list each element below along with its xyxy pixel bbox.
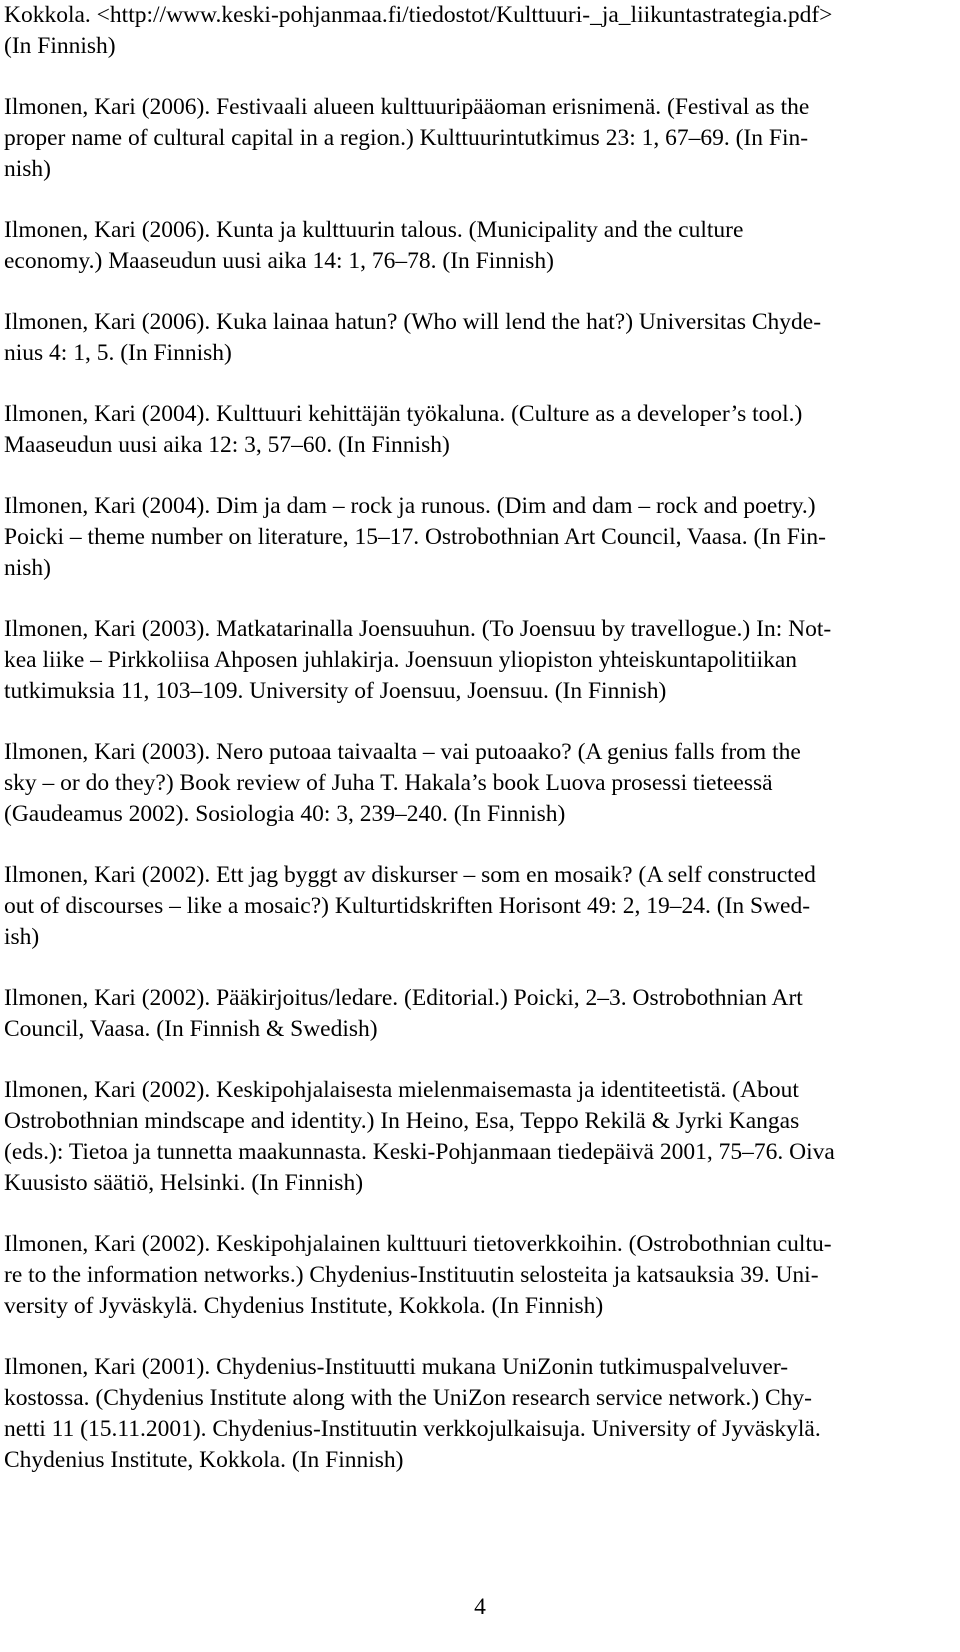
reference-entry xyxy=(4,860,924,953)
reference-line: Ilmonen, Kari (2003). Nero putoaa taivaalta – vai putoaako? (A genius falls from the xyxy=(4,739,801,765)
reference-line: (eds.): Tietoa ja tunnetta maakunnasta. Keski-Pohjanmaan tiedepäivä 2001, 75–76. Oiva xyxy=(4,1139,835,1165)
reference-line: Maaseudun uusi aika 12: 3, 57–60. (In Finnish) xyxy=(4,432,450,458)
reference-line: re to the information networks.) Chydenius-Instituutin selosteita ja katsauksia 39. Uni- xyxy=(4,1262,819,1288)
reference-line: Ilmonen, Kari (2003). Matkatarinalla Joensuuhun. (To Joensuu by travellogue.) In: Not- xyxy=(4,616,832,642)
reference-line: Ilmonen, Kari (2001). Chydenius-Instituutti mukana UniZonin tutkimuspalveluver- xyxy=(4,1354,789,1380)
reference-entry xyxy=(4,92,924,185)
reference-entry xyxy=(4,307,924,369)
reference-line: Ilmonen, Kari (2006). Kuka lainaa hatun? (Who will lend the hat?) Universitas Chyde- xyxy=(4,309,822,335)
reference-line: kostossa. (Chydenius Institute along with the UniZon research service network.) Chy- xyxy=(4,1385,812,1411)
reference-line: ish) xyxy=(4,924,40,950)
reference-line: Chydenius Institute, Kokkola. (In Finnish) xyxy=(4,1447,404,1473)
reference-line: Ilmonen, Kari (2002). Pääkirjoitus/ledare. (Editorial.) Poicki, 2–3. Ostrobothnian Art xyxy=(4,985,803,1011)
reference-entry xyxy=(4,1352,924,1476)
reference-line: versity of Jyväskylä. Chydenius Institute, Kokkola. (In Finnish) xyxy=(4,1293,604,1319)
reference-entry xyxy=(4,737,924,830)
reference-line: Ilmonen, Kari (2002). Keskipohjalainen kulttuuri tietoverkkoihin. (Ostrobothnian cultu- xyxy=(4,1231,832,1257)
reference-entry xyxy=(4,983,924,1045)
reference-entry xyxy=(4,1229,924,1322)
reference-line: economy.) Maaseudun uusi aika 14: 1, 76–78. (In Finnish) xyxy=(4,248,554,274)
reference-line: tutkimuksia 11, 103–109. University of Joensuu, Joensuu. (In Finnish) xyxy=(4,678,667,704)
reference-line: sky – or do they?) Book review of Juha T. Hakala’s book Luova prosessi tieteessä xyxy=(4,770,773,796)
reference-entry xyxy=(4,491,924,584)
reference-entry xyxy=(4,215,924,277)
reference-entry xyxy=(4,1075,924,1199)
page-number: 4 xyxy=(474,1594,486,1620)
reference-line: Poicki – theme number on literature, 15–17. Ostrobothnian Art Council, Vaasa. (In Fin- xyxy=(4,524,826,550)
reference-line: Kuusisto säätiö, Helsinki. (In Finnish) xyxy=(4,1170,364,1196)
reference-line: Ilmonen, Kari (2004). Dim ja dam – rock ja runous. (Dim and dam – rock and poetry.) xyxy=(4,493,816,519)
reference-line: netti 11 (15.11.2001). Chydenius-Instituutin verkkojulkaisuja. University of Jyväskylä. xyxy=(4,1416,821,1442)
reference-list xyxy=(4,0,924,1506)
reference-line: Ostrobothnian mindscape and identity.) In Heino, Esa, Teppo Rekilä & Jyrki Kangas xyxy=(4,1108,800,1134)
reference-entry xyxy=(4,399,924,461)
reference-line: nish) xyxy=(4,555,51,581)
reference-line: proper name of cultural capital in a region.) Kulttuurintutkimus 23: 1, 67–69. (In Fin- xyxy=(4,125,809,151)
reference-line: Kokkola. <http://www.keski-pohjanmaa.fi/tiedostot/Kulttuuri-_ja_liikuntastrategia.pdf> xyxy=(4,2,833,28)
reference-line: kea liike – Pirkkoliisa Ahposen juhlakirja. Joensuun yliopiston yhteiskuntapolitiikan xyxy=(4,647,798,673)
reference-line: (In Finnish) xyxy=(4,33,116,59)
reference-line: Ilmonen, Kari (2002). Keskipohjalaisesta mielenmaisemasta ja identiteetistä. (About xyxy=(4,1077,799,1103)
reference-line: Council, Vaasa. (In Finnish & Swedish) xyxy=(4,1016,378,1042)
reference-line: Ilmonen, Kari (2004). Kulttuuri kehittäjän työkaluna. (Culture as a developer’s tool.) xyxy=(4,401,803,427)
reference-line: Ilmonen, Kari (2006). Festivaali alueen kulttuuripääoman erisnimenä. (Festival as the xyxy=(4,94,810,120)
reference-entry xyxy=(4,614,924,707)
reference-line: nius 4: 1, 5. (In Finnish) xyxy=(4,340,232,366)
reference-line: Ilmonen, Kari (2002). Ett jag byggt av diskurser – som en mosaik? (A self constructed xyxy=(4,862,816,888)
reference-entry xyxy=(4,0,924,62)
reference-line: out of discourses – like a mosaic?) Kulturtidskriften Horisont 49: 2, 19–24. (In Swed- xyxy=(4,893,811,919)
reference-line: (Gaudeamus 2002). Sosiologia 40: 3, 239–240. (In Finnish) xyxy=(4,801,566,827)
reference-line: nish) xyxy=(4,156,51,182)
reference-line: Ilmonen, Kari (2006). Kunta ja kulttuurin talous. (Municipality and the culture xyxy=(4,217,744,243)
